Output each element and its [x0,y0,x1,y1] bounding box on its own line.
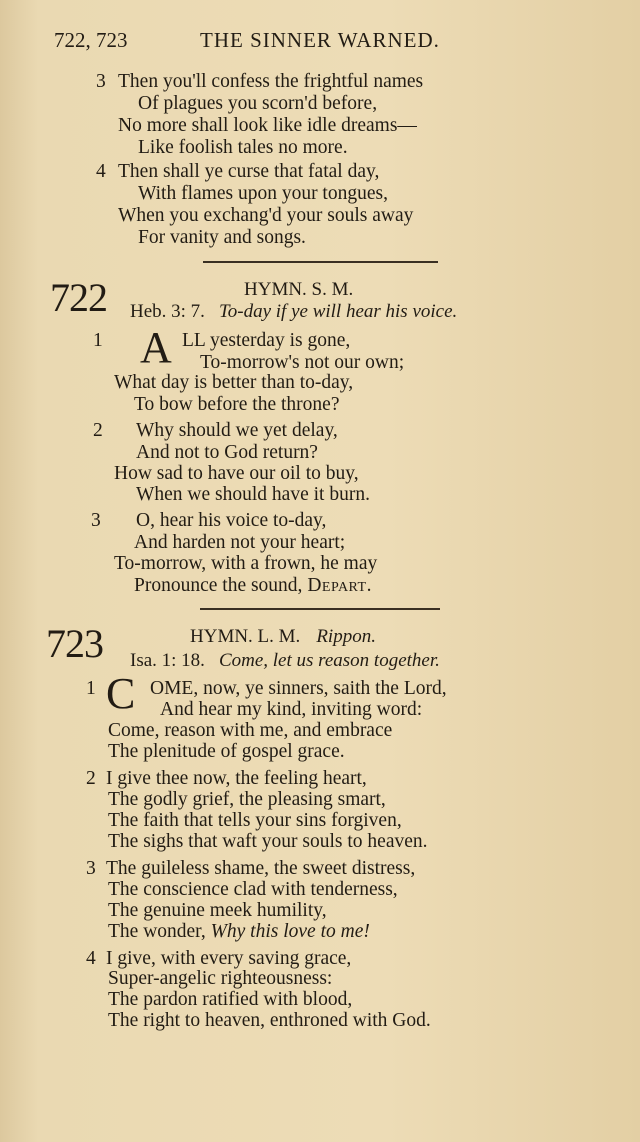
verse-line: To-morrow's not our own; [200,352,405,373]
verse-line: Super-angelic righteousness: [108,968,333,989]
verse-line: Then shall ye curse that fatal day, [118,161,380,182]
verse-number: 1 [86,678,96,699]
verse-line: LL yesterday is gone, [182,330,351,351]
drop-cap: C [106,669,136,718]
verse-line: The sighs that waft your souls to heaven. [108,831,428,852]
verse-line: And hear my kind, inviting word: [160,699,423,720]
verse-line: When you exchang'd your souls away [118,205,414,226]
verse-line: How sad to have our oil to buy, [114,463,359,484]
verse-line: Why should we yet delay, [136,420,338,441]
scripture-reference [130,650,440,672]
verse-line: The godly grief, the pleasing smart, [108,789,386,810]
hymn-number: 722 [50,275,107,320]
verse-line: With flames upon your tongues, [138,183,388,204]
verse-line: The right to heaven, enthroned with God. [108,1010,431,1031]
scripture-ref: Heb. 3: 7. [130,301,205,322]
page-header [0,28,640,58]
verse-line: I give, with every saving grace, [106,948,352,969]
hymn-title: HYMN. S. M. [244,279,354,300]
hymn-title [190,626,376,648]
verse-number: 2 [86,768,96,789]
header-hymn-numbers: 722, 723 [54,28,128,52]
verse-line-text: Pronounce the sound, [134,575,308,596]
verse-line: OME, now, ye sinners, saith the Lord, [150,678,447,699]
verse-line: And not to God return? [136,442,318,463]
verse-line: Then you'll confess the frightful names [118,71,424,92]
verse-line: O, hear his voice to-day, [136,510,327,531]
verse-number: 4 [86,948,96,969]
verse-line: No more shall look like idle dreams— [118,115,417,136]
verse-line: The genuine meek humility, [108,900,327,921]
verse-line-text: The wonder, [108,921,211,942]
verse-line: The pardon ratified with blood, [108,989,353,1010]
verse-number: 4 [96,161,106,182]
hymn-number: 723 [46,621,103,666]
verse-line [134,575,372,597]
emphasized-word: Depart. [307,575,372,596]
tune-name: Rippon. [316,626,376,647]
section-divider [203,261,438,263]
verse-line [108,921,370,943]
hymn-meter: HYMN. L. M. [190,626,301,647]
verse-number: 2 [93,420,103,441]
verse-line: The conscience clad with tenderness, [108,879,398,900]
verse-line: And harden not your heart; [134,532,346,553]
scripture-text: Come, let us reason together. [218,650,440,671]
verse-line: The faith that tells your sins forgiven, [108,810,402,831]
scripture-reference [130,301,457,323]
verse-line: Of plagues you scorn'd before, [138,93,378,114]
emphasized-phrase: Why this love to me! [210,921,370,942]
verse-number: 3 [86,858,96,879]
verse-line: Like foolish tales no more. [138,137,348,158]
verse-line: The guileless shame, the sweet distress, [106,858,416,879]
verse-number: 1 [93,330,103,351]
scripture-text: To-day if ye will hear his voice. [218,301,458,322]
verse-number: 3 [96,71,106,92]
verse-line: Come, reason with me, and embrace [108,720,393,741]
verse-line: For vanity and songs. [138,227,306,248]
section-divider [200,608,440,610]
verse-line: I give thee now, the feeling heart, [106,768,367,789]
verse-line: What day is better than to-day, [114,372,354,393]
verse-number: 3 [91,510,101,531]
verse-line: To bow before the throne? [134,394,340,415]
scripture-ref: Isa. 1: 18. [130,650,205,671]
drop-cap: A [140,323,172,372]
header-title: THE SINNER WARNED. [200,28,440,52]
verse-line: The plenitude of gospel grace. [108,741,345,762]
verse-line: To-morrow, with a frown, he may [114,553,378,574]
verse-line: When we should have it burn. [136,484,370,505]
